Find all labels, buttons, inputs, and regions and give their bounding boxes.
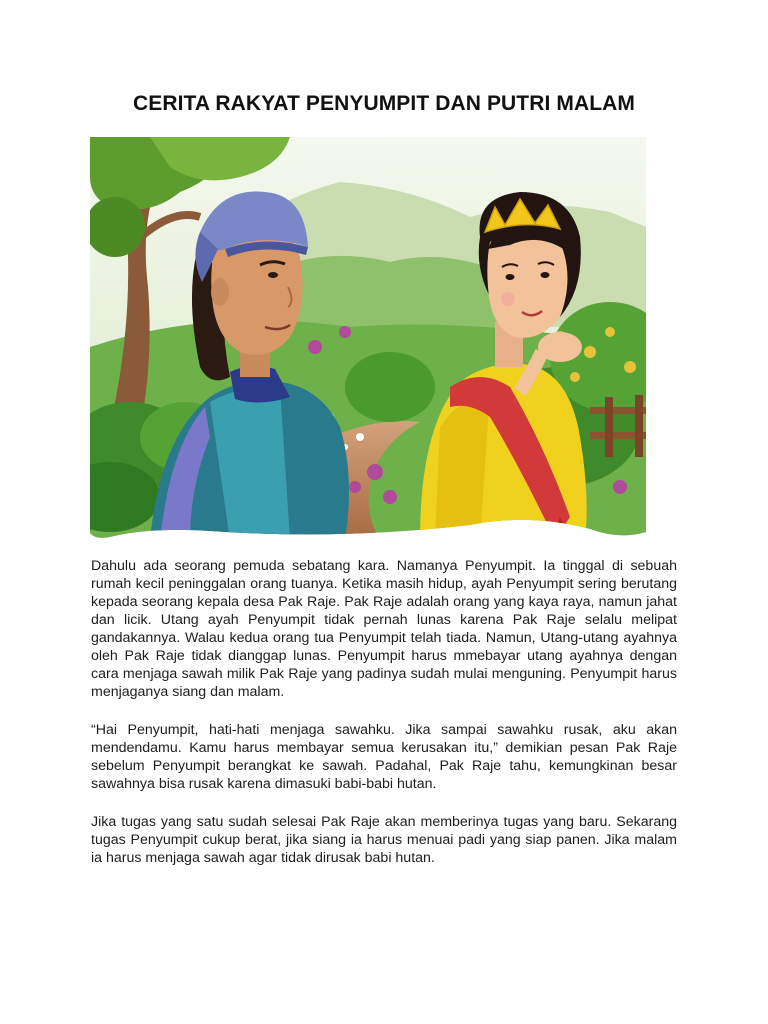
story-paragraph-2: “Hai Penyumpit, hati-hati menjaga sawahku. Jika sampai sawahku rusak, aku akan mendendamu. Kamu harus membayar semua kerusakan itu,” demikian pesan Pak Raje sebelum Penyumpit berangkat ke sawah. Padahal, Pak Raje tahu, kemungkinan besar sawahnya bisa rusak karena dimasuki babi-babi hutan. — [91, 722, 677, 792]
page-title: CERITA RAKYAT PENYUMPIT DAN PUTRI MALAM — [132, 92, 636, 115]
story-paragraph-1: Dahulu ada seorang pemuda sebatang kara. Namanya Penyumpit. Ia tinggal di sebuah rumah kecil peninggalan orang tuanya. Ketika masih hidup, ayah Penyumpit sering berutang kepada seorang kepala desa Pak Raje. Pak Raje adalah orang yang kaya raya, namun jahat dan licik. Utang ayah Penyumpit tidak pernah lunas karena Pak Raje selalu melipat gandakannya. Walau kedua orang tua Penyumpit telah tiada. Namun, Utang-utang ayahnya oleh Pak Raje tidak dianggap lunas. Penyumpit harus mmebayar utang ayahnya dengan cara menjaga sawah milik Pak Raje yang padinya sudah mulai menguning. Penyumpit harus menjaganya siang dan malam. — [91, 558, 677, 700]
story-illustration — [90, 137, 646, 540]
story-paragraph-3: Jika tugas yang satu sudah selesai Pak Raje akan memberinya tugas yang baru. Sekarang tugas Penyumpit cukup berat, jika siang ia harus menuai padi yang siap panen. Jika malam ia harus menjaga sawah agar tidak dirusak babi hutan. — [91, 814, 677, 866]
